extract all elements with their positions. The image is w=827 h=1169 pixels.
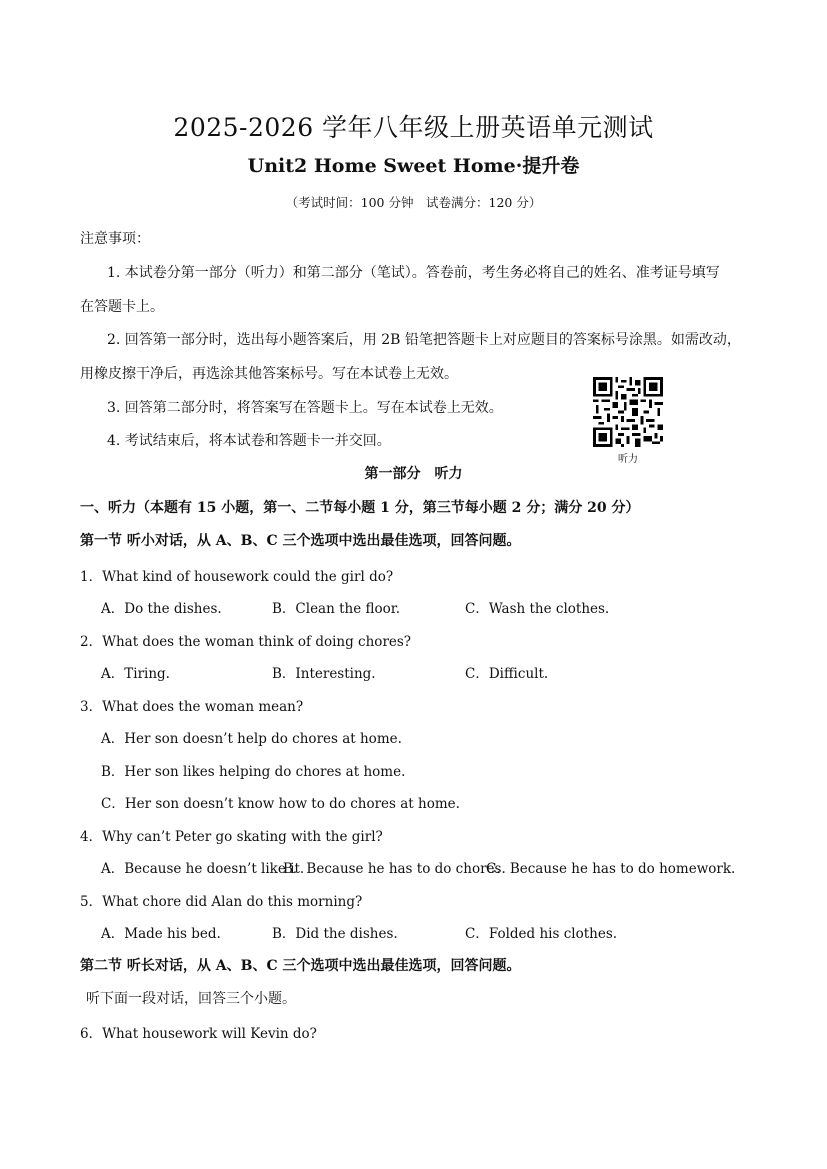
listening-section-heading: 一、听力（本题有 15 小题，第一、二节每小题 1 分，第三节每小题 2 分；满分 20 分） <box>80 500 640 516</box>
page-subtitle: Unit2 Home Sweet Home·提升卷 <box>247 155 580 177</box>
question-5: 5．What chore did Alan do this morning? <box>80 894 363 910</box>
q4-option-c: C．Because he has to do homework. <box>486 861 736 877</box>
q5-option-c: C．Folded his clothes. <box>465 926 618 942</box>
section2-instruction: 听下面一段对话，回答三个小题。 <box>86 991 296 1007</box>
q5-option-b: B．Did the dishes. <box>272 926 398 942</box>
q2-option-c: C．Difficult. <box>465 666 549 682</box>
page-title: 2025-2026 学年八年级上册英语单元测试 <box>173 113 654 142</box>
question-2: 2．What does the woman think of doing chores? <box>80 634 412 650</box>
question-3: 3．What does the woman mean? <box>80 699 304 715</box>
note-item-1-line-1: 1. 本试卷分第一部分（听力）和第二部分（笔试）。答卷前，考生务必将自己的姓名、准考证号填写 <box>107 265 720 281</box>
note-item-3: 3. 回答第二部分时，将答案写在答题卡上。写在本试卷上无效。 <box>107 400 503 416</box>
q1-option-b: B．Clean the floor. <box>272 601 401 617</box>
section2-heading: 第二节 听长对话，从 A、B、C 三个选项中选出最佳选项，回答问题。 <box>80 958 521 974</box>
q1-option-a: A．Do the dishes. <box>101 601 222 617</box>
q5-option-a: A．Made his bed. <box>101 926 221 942</box>
exam-info: （考试时间：100 分钟 试卷满分：120 分） <box>285 195 542 210</box>
note-item-1-line-2: 在答题卡上。 <box>80 299 164 315</box>
q1-option-c: C．Wash the clothes. <box>465 601 610 617</box>
note-item-2-line-1: 2. 回答第一部分时，选出每小题答案后，用 2B 铅笔把答题卡上对应题目的答案标号涂黑。如需改动， <box>107 332 741 348</box>
qr-code-icon[interactable] <box>593 377 663 447</box>
q2-option-b: B．Interesting. <box>272 666 376 682</box>
qr-code-label: 听力 <box>618 454 638 465</box>
section1-heading: 第一节 听小对话，从 A、B、C 三个选项中选出最佳选项，回答问题。 <box>80 533 521 549</box>
q2-option-a: A．Tiring. <box>101 666 170 682</box>
q3-option-c: C．Her son doesn’t know how to do chores at home. <box>101 796 460 812</box>
note-item-2-line-2: 用橡皮擦干净后，再选涂其他答案标号。写在本试卷上无效。 <box>80 366 458 382</box>
q3-option-a: A．Her son doesn’t help do chores at home. <box>101 731 402 747</box>
notes-heading: 注意事项： <box>80 231 150 247</box>
part1-heading: 第一部分 听力 <box>364 466 463 482</box>
q4-option-a: A．Because he doesn’t like it. <box>101 861 305 877</box>
q4-option-b: B．Because he has to do chores. <box>283 861 506 877</box>
q3-option-b: B．Her son likes helping do chores at home. <box>101 764 406 780</box>
question-6: 6．What housework will Kevin do? <box>80 1026 317 1042</box>
note-item-4: 4. 考试结束后，将本试卷和答题卡一并交回。 <box>107 433 391 449</box>
question-4: 4．Why can’t Peter go skating with the girl? <box>80 829 383 845</box>
question-1: 1．What kind of housework could the girl do? <box>80 569 394 585</box>
